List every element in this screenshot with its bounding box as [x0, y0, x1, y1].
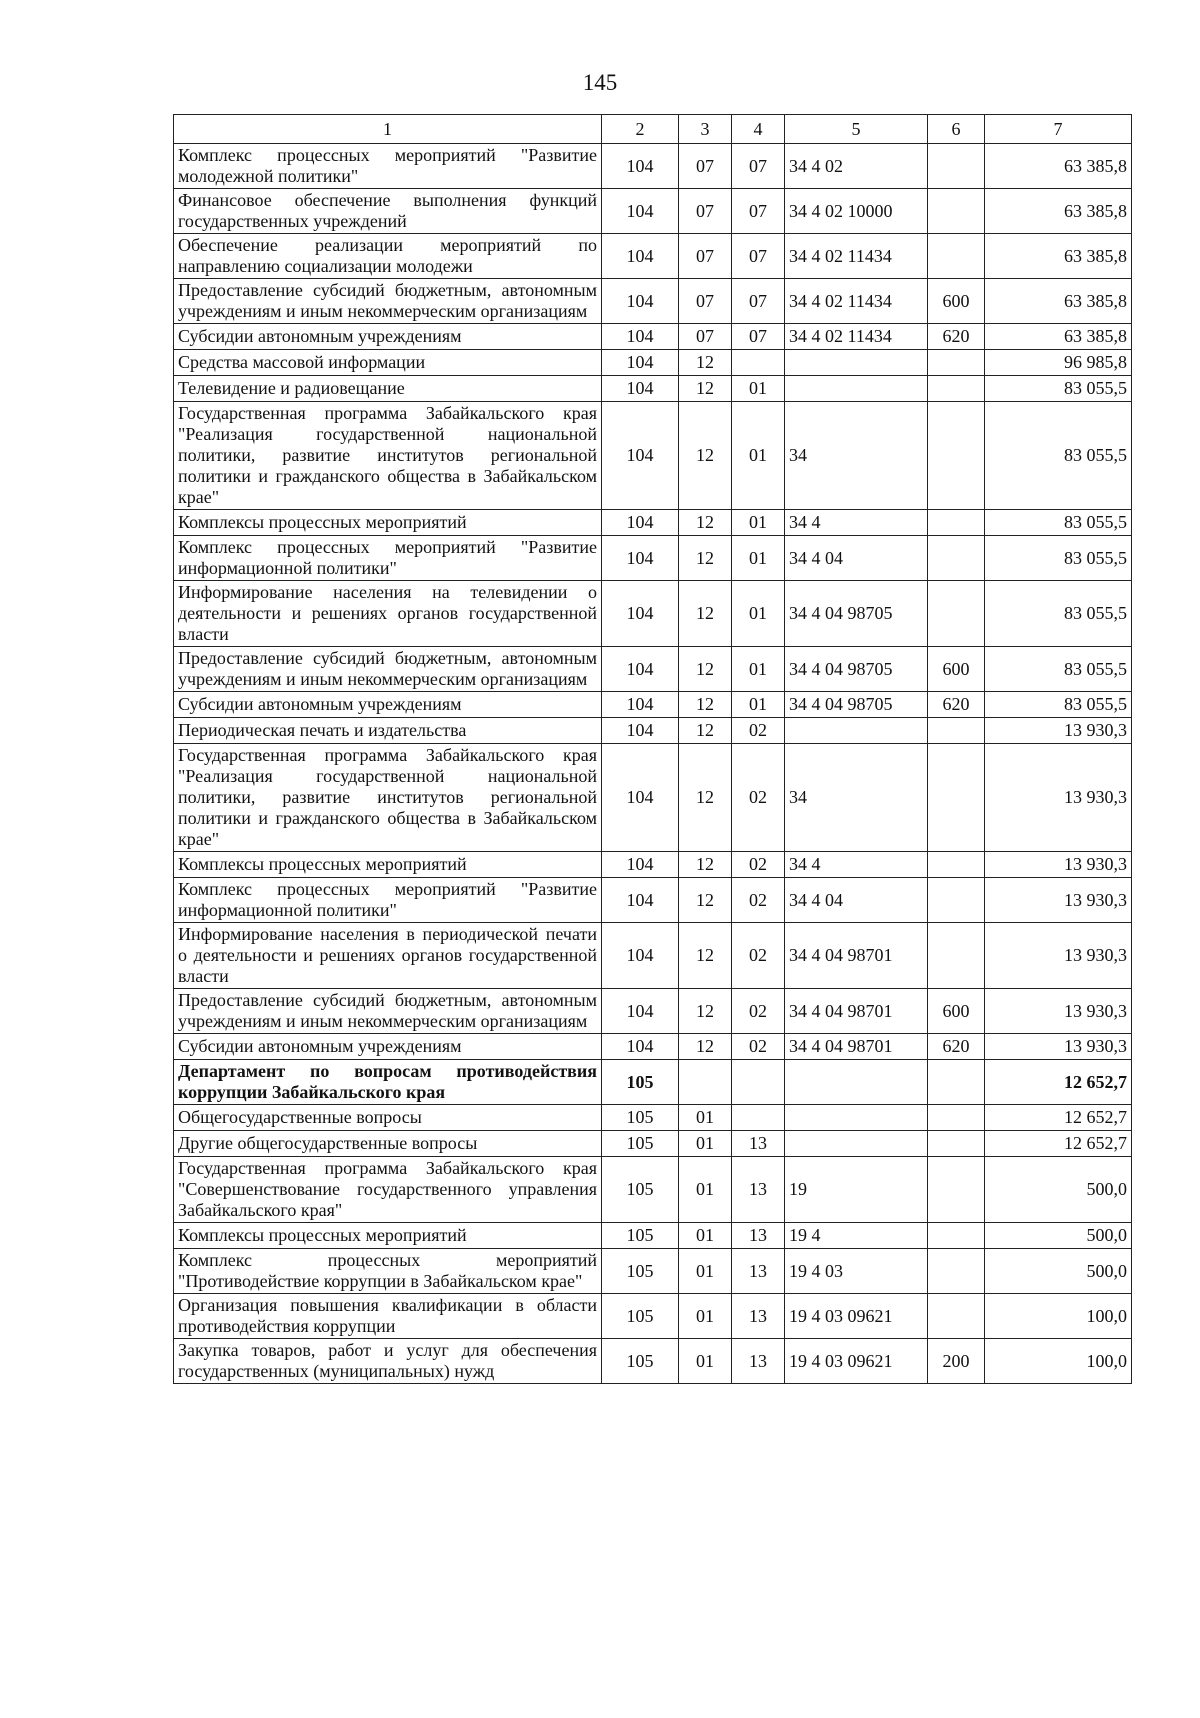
table-body	[174, 144, 1132, 1384]
row-code-3: 12	[679, 923, 732, 989]
row-code-6	[928, 718, 985, 744]
row-name: Средства массовой информации	[174, 350, 602, 376]
row-name: Комплексы процессных мероприятий	[174, 1223, 602, 1249]
row-code-4: 13	[732, 1223, 785, 1249]
row-code-5: 34 4	[785, 852, 928, 878]
row-code-2: 104	[602, 718, 679, 744]
row-code-2: 105	[602, 1131, 679, 1157]
row-code-6	[928, 878, 985, 923]
row-amount: 83 055,5	[985, 402, 1132, 510]
row-code-2: 104	[602, 234, 679, 279]
row-amount: 83 055,5	[985, 647, 1132, 692]
row-code-4: 07	[732, 324, 785, 350]
row-amount: 12 652,7	[985, 1131, 1132, 1157]
row-name: Другие общегосударственные вопросы	[174, 1131, 602, 1157]
table-row	[174, 852, 1132, 878]
row-code-2: 104	[602, 144, 679, 189]
row-code-6	[928, 1249, 985, 1294]
column-header-3: 3	[679, 115, 732, 144]
row-code-3: 07	[679, 279, 732, 324]
row-code-6	[928, 1131, 985, 1157]
row-code-2: 105	[602, 1105, 679, 1131]
row-code-3: 12	[679, 536, 732, 581]
row-code-3: 01	[679, 1131, 732, 1157]
row-amount: 63 385,8	[985, 279, 1132, 324]
row-code-2: 104	[602, 324, 679, 350]
row-amount: 12 652,7	[985, 1060, 1132, 1105]
table-row	[174, 144, 1132, 189]
row-code-2: 104	[602, 647, 679, 692]
row-name: Телевидение и радиовещание	[174, 376, 602, 402]
row-code-5: 34 4 04 98701	[785, 989, 928, 1034]
row-code-4: 13	[732, 1339, 785, 1384]
row-code-6	[928, 376, 985, 402]
row-code-3: 07	[679, 144, 732, 189]
row-code-5: 34 4 04 98705	[785, 581, 928, 647]
table-row	[174, 1294, 1132, 1339]
row-code-3: 12	[679, 692, 732, 718]
table-row	[174, 1249, 1132, 1294]
row-code-4: 02	[732, 1034, 785, 1060]
table-row	[174, 923, 1132, 989]
table-row	[174, 692, 1132, 718]
row-code-5: 34 4 02	[785, 144, 928, 189]
table-row	[174, 189, 1132, 234]
row-name: Предоставление субсидий бюджетным, автономным учреждениям и иным некоммерческим организациям	[174, 989, 602, 1034]
row-code-3: 12	[679, 718, 732, 744]
table-row	[174, 744, 1132, 852]
row-name: Обеспечение реализации мероприятий по направлению социализации молодежи	[174, 234, 602, 279]
row-code-4: 02	[732, 989, 785, 1034]
row-name: Организация повышения квалификации в области противодействия коррупции	[174, 1294, 602, 1339]
row-code-4: 02	[732, 718, 785, 744]
row-code-4: 01	[732, 510, 785, 536]
row-code-4: 01	[732, 376, 785, 402]
row-code-5	[785, 376, 928, 402]
row-code-4: 01	[732, 647, 785, 692]
table-row	[174, 1060, 1132, 1105]
row-code-5: 34 4 04 98701	[785, 1034, 928, 1060]
row-code-2: 104	[602, 350, 679, 376]
row-code-6	[928, 189, 985, 234]
row-code-5: 19 4	[785, 1223, 928, 1249]
row-code-6	[928, 402, 985, 510]
row-amount: 83 055,5	[985, 692, 1132, 718]
row-amount: 63 385,8	[985, 189, 1132, 234]
row-amount: 83 055,5	[985, 376, 1132, 402]
row-amount: 13 930,3	[985, 852, 1132, 878]
row-code-6: 620	[928, 692, 985, 718]
row-code-6	[928, 581, 985, 647]
row-code-4	[732, 1105, 785, 1131]
column-header-6: 6	[928, 115, 985, 144]
row-code-6: 600	[928, 647, 985, 692]
row-code-4: 01	[732, 536, 785, 581]
row-code-6	[928, 350, 985, 376]
column-header-4: 4	[732, 115, 785, 144]
row-code-4: 02	[732, 878, 785, 923]
row-code-5: 34 4 04	[785, 878, 928, 923]
row-code-5	[785, 1105, 928, 1131]
row-code-3: 12	[679, 510, 732, 536]
row-code-2: 104	[602, 1034, 679, 1060]
row-code-3: 01	[679, 1294, 732, 1339]
table-row	[174, 718, 1132, 744]
row-code-2: 104	[602, 744, 679, 852]
row-code-6: 600	[928, 989, 985, 1034]
row-amount: 13 930,3	[985, 1034, 1132, 1060]
row-amount: 500,0	[985, 1249, 1132, 1294]
row-code-5: 34 4 02 11434	[785, 324, 928, 350]
table-row	[174, 647, 1132, 692]
row-name: Информирование населения в периодической печати о деятельности и решениях органов государственной власти	[174, 923, 602, 989]
row-code-5: 19 4 03 09621	[785, 1339, 928, 1384]
row-name: Комплекс процессных мероприятий "Противодействие коррупции в Забайкальском крае"	[174, 1249, 602, 1294]
row-amount: 13 930,3	[985, 744, 1132, 852]
row-amount: 83 055,5	[985, 510, 1132, 536]
row-name: Государственная программа Забайкальского края "Реализация государственной национальной политики, развитие институтов региональной политики и гражданского общества в Забайкальском крае"	[174, 744, 602, 852]
row-code-2: 104	[602, 279, 679, 324]
table-row	[174, 1034, 1132, 1060]
row-name: Информирование населения на телевидении о деятельности и решениях органов государственной власти	[174, 581, 602, 647]
table-row	[174, 1223, 1132, 1249]
row-code-6	[928, 144, 985, 189]
row-code-6: 620	[928, 1034, 985, 1060]
row-code-6	[928, 1157, 985, 1223]
row-code-3: 12	[679, 581, 732, 647]
table-row	[174, 376, 1132, 402]
table-row	[174, 234, 1132, 279]
row-code-2: 104	[602, 852, 679, 878]
row-code-6	[928, 923, 985, 989]
row-code-5: 34 4 02 10000	[785, 189, 928, 234]
row-name: Комплекс процессных мероприятий "Развитие информационной политики"	[174, 878, 602, 923]
table-row	[174, 402, 1132, 510]
row-code-2: 104	[602, 989, 679, 1034]
table-row	[174, 1339, 1132, 1384]
row-amount: 13 930,3	[985, 923, 1132, 989]
row-code-4: 01	[732, 581, 785, 647]
column-header-2: 2	[602, 115, 679, 144]
budget-table	[173, 114, 1132, 1384]
row-code-3: 01	[679, 1249, 732, 1294]
row-code-5: 19 4 03	[785, 1249, 928, 1294]
row-name: Субсидии автономным учреждениям	[174, 324, 602, 350]
row-code-2: 104	[602, 923, 679, 989]
row-name: Комплексы процессных мероприятий	[174, 852, 602, 878]
row-code-5	[785, 350, 928, 376]
table-row	[174, 350, 1132, 376]
row-code-6	[928, 1060, 985, 1105]
row-code-3: 12	[679, 1034, 732, 1060]
row-amount: 13 930,3	[985, 718, 1132, 744]
row-code-6	[928, 536, 985, 581]
row-code-2: 105	[602, 1060, 679, 1105]
row-code-5: 19 4 03 09621	[785, 1294, 928, 1339]
row-amount: 500,0	[985, 1157, 1132, 1223]
row-name: Закупка товаров, работ и услуг для обеспечения государственных (муниципальных) нужд	[174, 1339, 602, 1384]
row-code-3: 12	[679, 744, 732, 852]
row-code-2: 105	[602, 1249, 679, 1294]
row-code-3: 12	[679, 989, 732, 1034]
table-row	[174, 1105, 1132, 1131]
row-name: Комплекс процессных мероприятий "Развитие молодежной политики"	[174, 144, 602, 189]
row-name: Финансовое обеспечение выполнения функций государственных учреждений	[174, 189, 602, 234]
row-code-4: 01	[732, 692, 785, 718]
row-amount: 63 385,8	[985, 234, 1132, 279]
row-code-3: 12	[679, 350, 732, 376]
row-amount: 83 055,5	[985, 581, 1132, 647]
row-code-4	[732, 350, 785, 376]
table-row	[174, 324, 1132, 350]
row-code-3: 12	[679, 402, 732, 510]
table-row	[174, 878, 1132, 923]
row-name: Государственная программа Забайкальского края "Совершенствование государственного управления Забайкальского края"	[174, 1157, 602, 1223]
row-code-3: 07	[679, 324, 732, 350]
row-amount: 13 930,3	[985, 878, 1132, 923]
row-code-4: 07	[732, 144, 785, 189]
row-name: Субсидии автономным учреждениям	[174, 692, 602, 718]
row-code-5	[785, 718, 928, 744]
row-amount: 100,0	[985, 1294, 1132, 1339]
row-code-2: 105	[602, 1157, 679, 1223]
row-code-3: 12	[679, 852, 732, 878]
row-code-2: 105	[602, 1223, 679, 1249]
row-code-6	[928, 510, 985, 536]
row-code-4: 13	[732, 1131, 785, 1157]
row-code-4: 01	[732, 402, 785, 510]
row-code-4: 07	[732, 279, 785, 324]
row-name: Предоставление субсидий бюджетным, автономным учреждениям и иным некоммерческим организациям	[174, 647, 602, 692]
row-code-3: 12	[679, 647, 732, 692]
page-number: 145	[582, 70, 618, 95]
row-code-2: 104	[602, 878, 679, 923]
row-code-4	[732, 1060, 785, 1105]
row-code-2: 104	[602, 536, 679, 581]
row-amount: 63 385,8	[985, 144, 1132, 189]
row-amount: 63 385,8	[985, 324, 1132, 350]
row-code-5: 34 4 04 98705	[785, 692, 928, 718]
row-name: Периодическая печать и издательства	[174, 718, 602, 744]
row-amount: 96 985,8	[985, 350, 1132, 376]
row-code-3: 12	[679, 878, 732, 923]
row-code-6: 600	[928, 279, 985, 324]
header-row	[174, 115, 1132, 144]
row-code-4: 13	[732, 1249, 785, 1294]
row-code-6	[928, 1105, 985, 1131]
row-name: Общегосударственные вопросы	[174, 1105, 602, 1131]
row-code-5: 34 4 04 98705	[785, 647, 928, 692]
table-row	[174, 989, 1132, 1034]
row-name: Предоставление субсидий бюджетным, автономным учреждениям и иным некоммерческим организациям	[174, 279, 602, 324]
row-name: Департамент по вопросам противодействия коррупции Забайкальского края	[174, 1060, 602, 1105]
row-code-2: 104	[602, 402, 679, 510]
table-row	[174, 510, 1132, 536]
row-code-4: 07	[732, 234, 785, 279]
row-code-4: 02	[732, 923, 785, 989]
row-code-3: 01	[679, 1157, 732, 1223]
row-code-5: 34 4	[785, 510, 928, 536]
column-header-5: 5	[785, 115, 928, 144]
row-name: Государственная программа Забайкальского края "Реализация государственной национальной политики, развитие институтов региональной политики и гражданского общества в Забайкальском крае"	[174, 402, 602, 510]
row-code-2: 104	[602, 581, 679, 647]
column-header-7: 7	[985, 115, 1132, 144]
row-code-3: 07	[679, 234, 732, 279]
row-code-5: 34 4 02 11434	[785, 279, 928, 324]
row-code-6: 200	[928, 1339, 985, 1384]
row-code-3: 01	[679, 1223, 732, 1249]
row-code-5	[785, 1060, 928, 1105]
row-amount: 83 055,5	[985, 536, 1132, 581]
table-row	[174, 279, 1132, 324]
row-code-5: 19	[785, 1157, 928, 1223]
row-code-3	[679, 1060, 732, 1105]
row-code-5: 34 4 04	[785, 536, 928, 581]
row-code-3: 01	[679, 1105, 732, 1131]
row-code-4: 07	[732, 189, 785, 234]
row-code-2: 104	[602, 692, 679, 718]
row-amount: 500,0	[985, 1223, 1132, 1249]
row-name: Субсидии автономным учреждениям	[174, 1034, 602, 1060]
row-code-2: 105	[602, 1339, 679, 1384]
row-code-6	[928, 744, 985, 852]
row-code-2: 105	[602, 1294, 679, 1339]
row-code-5: 34 4 04 98701	[785, 923, 928, 989]
row-code-3: 12	[679, 376, 732, 402]
row-name: Комплексы процессных мероприятий	[174, 510, 602, 536]
row-amount: 100,0	[985, 1339, 1132, 1384]
row-code-6	[928, 852, 985, 878]
table-row	[174, 536, 1132, 581]
row-code-3: 01	[679, 1339, 732, 1384]
row-code-2: 104	[602, 510, 679, 536]
row-code-6	[928, 234, 985, 279]
row-code-6: 620	[928, 324, 985, 350]
row-code-4: 13	[732, 1157, 785, 1223]
row-code-2: 104	[602, 376, 679, 402]
row-code-3: 07	[679, 189, 732, 234]
row-code-5: 34 4 02 11434	[785, 234, 928, 279]
row-code-2: 104	[602, 189, 679, 234]
table-row	[174, 1131, 1132, 1157]
row-code-4: 02	[732, 744, 785, 852]
table-row	[174, 1157, 1132, 1223]
row-code-6	[928, 1223, 985, 1249]
row-code-6	[928, 1294, 985, 1339]
row-amount: 12 652,7	[985, 1105, 1132, 1131]
table-header	[174, 115, 1132, 144]
column-header-1: 1	[174, 115, 602, 144]
row-amount: 13 930,3	[985, 989, 1132, 1034]
row-code-5: 34	[785, 744, 928, 852]
row-name: Комплекс процессных мероприятий "Развитие информационной политики"	[174, 536, 602, 581]
row-code-5: 34	[785, 402, 928, 510]
row-code-4: 13	[732, 1294, 785, 1339]
row-code-5	[785, 1131, 928, 1157]
row-code-4: 02	[732, 852, 785, 878]
table-row	[174, 581, 1132, 647]
